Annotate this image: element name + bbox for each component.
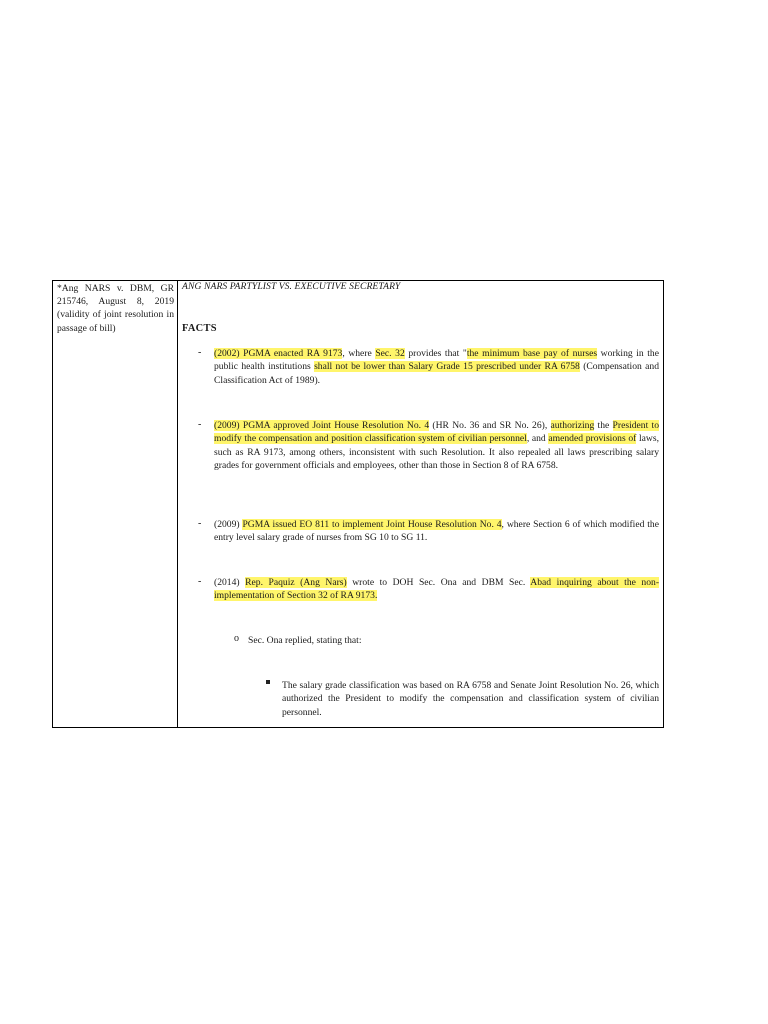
fact-text-run: the bbox=[594, 420, 613, 431]
highlighted-text: shall not be lower than Salary Grade 15 prescribed under RA 6758 bbox=[314, 361, 580, 373]
highlighted-text: (2002) PGMA enacted RA 9173 bbox=[214, 348, 343, 359]
bullet-dash: - bbox=[198, 518, 202, 529]
fact-text-run: , where Section 6 of which modified the entry level salary grade of nurses from SG 10 to SG 11. bbox=[214, 519, 659, 544]
fact-text-run: laws, such as RA 9173, among others, inconsistent with such Resolution. It also repealed all laws prescribing salary grades for government officials and employees, other than those in Section 8 of RA 6758. bbox=[214, 433, 659, 472]
facts-heading: FACTS bbox=[182, 323, 217, 334]
fact-text-run: wrote to DOH Sec. Ona and DBM Sec. bbox=[346, 577, 531, 588]
fact-text bbox=[214, 518, 659, 545]
highlighted-text: Rep. Paquiz (Ang Nars) bbox=[245, 577, 347, 588]
highlighted-text: Sec. 32 bbox=[375, 348, 405, 359]
square-bullet-icon bbox=[266, 680, 270, 684]
highlighted-text: the minimum base pay of nurses bbox=[466, 348, 598, 359]
fact-text bbox=[214, 576, 659, 603]
case-title: ANG NARS PARTYLIST VS. EXECUTIVE SECRETARY bbox=[182, 281, 401, 292]
case-content-cell bbox=[178, 281, 663, 727]
fact-text-run: , where bbox=[342, 348, 376, 359]
sub-bullet-text: Sec. Ona replied, stating that: bbox=[248, 635, 362, 646]
highlighted-text: amended provisions of bbox=[548, 433, 637, 445]
bullet-dash: - bbox=[198, 576, 202, 587]
fact-text-run: (2009) bbox=[214, 519, 243, 530]
fact-text-run: (Compensation and Classification Act of 1989). bbox=[214, 361, 659, 386]
fact-text-run: (2014) bbox=[214, 577, 246, 588]
sub-sub-bullet-text: The salary grade classification was based on RA 6758 and Senate Joint Resolution No. 26, which authorized the President to modify the compensation and classification system of civilian personnel. bbox=[282, 680, 659, 718]
highlighted-text: PGMA issued EO 811 to implement Joint House Resolution No. 4 bbox=[242, 519, 502, 530]
fact-text-run: (HR No. 36 and SR No. 26), bbox=[429, 420, 551, 431]
circle-bullet-marker: o bbox=[234, 633, 239, 644]
highlighted-text: (2009) PGMA approved Joint House Resolution No. 4 bbox=[214, 420, 430, 431]
bullet-dash: - bbox=[198, 419, 202, 430]
fact-text-run: provides that " bbox=[404, 348, 467, 359]
fact-text bbox=[214, 419, 659, 473]
bullet-dash: - bbox=[198, 347, 202, 358]
highlighted-text: authorizing bbox=[550, 420, 595, 431]
highlighted-text: Abad inquiring about the non-implementation of Section 32 of RA 9173. bbox=[214, 577, 660, 602]
fact-text-run: , and bbox=[526, 433, 549, 445]
case-digest-table bbox=[52, 280, 664, 728]
case-citation-cell bbox=[53, 281, 178, 727]
case-citation-text: *Ang NARS v. DBM, GR 215746, August 8, 2019 (validity of joint resolution in passage of bill) bbox=[57, 283, 174, 334]
fact-text-run: working in the public health institutions bbox=[214, 348, 659, 373]
fact-text bbox=[214, 347, 659, 387]
highlighted-text: President to modify the compensation and position classification system of civilian personnel bbox=[214, 420, 659, 445]
